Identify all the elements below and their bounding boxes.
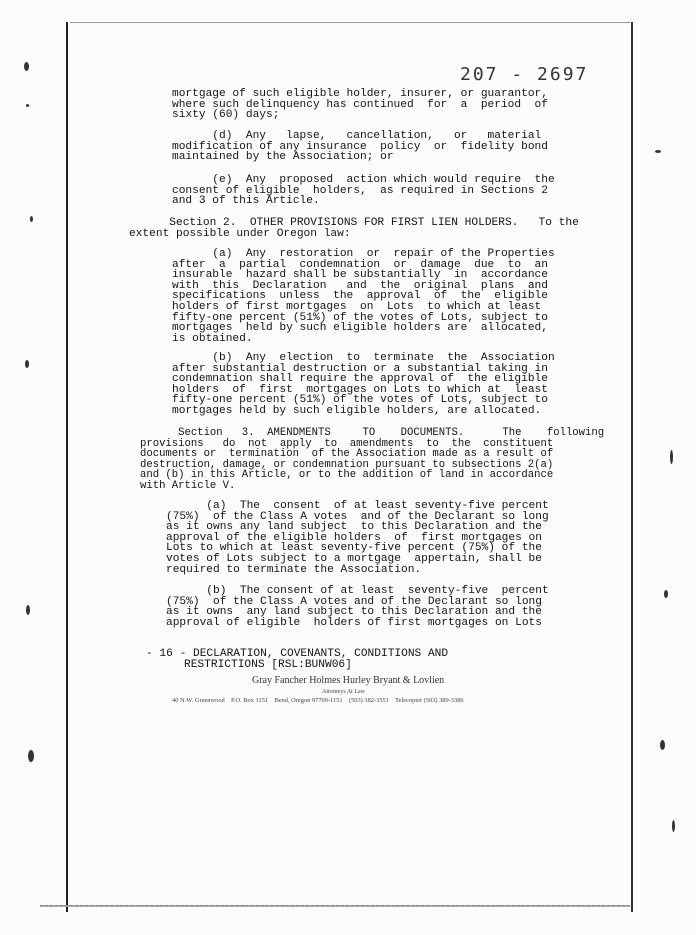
text-line: approval of the eligible holders of first mortgages on (166, 531, 542, 544)
scan-mark (25, 360, 29, 368)
scan-mark (28, 750, 34, 762)
text-line: with this Declaration and the original plans and (172, 279, 548, 292)
scan-bottom-edge (40, 905, 630, 907)
scan-mark (655, 150, 661, 153)
item-3b-paragraph (166, 586, 549, 628)
text-line: sixty (60) days; (172, 109, 280, 122)
text-line: consent of eligible holders, as required in Sections 2 (172, 184, 548, 197)
text-line: as it owns any land subject to this Declaration and the (166, 521, 542, 534)
text-line: is obtained. (172, 332, 253, 345)
text-line: (75%) of the Class A votes and of the Declarant so long (166, 595, 542, 608)
text-line: destruction, damage, or condemnation pursuant to subsections 2(a) (140, 458, 554, 471)
text-line: provisions do not apply to amendments to the constituent (140, 437, 554, 450)
recording-stamp: 207 - 2697 (460, 64, 589, 85)
text-line: (a) The consent of at least seventy-five percent (166, 500, 549, 512)
law-firm-attorneys: Attorneys At Law (322, 689, 365, 695)
scan-mark (30, 216, 33, 222)
scan-mark (24, 62, 29, 71)
scan-top-edge (70, 22, 630, 23)
text-line: with Article V. (140, 479, 236, 492)
text-line: required to terminate the Association. (166, 563, 422, 576)
text-line: (a) Any restoration or repair of the Properties (172, 248, 555, 260)
text-line: (d) Any lapse, cancellation, or material (172, 130, 542, 142)
text-line: mortgages held by such eligible holders, are allocated. (172, 404, 542, 417)
scan-mark (672, 820, 675, 832)
text-line: fifty-one percent (51%) of the votes of Lots, subject to (172, 311, 548, 324)
text-line: modification of any insurance policy or fidelity bond (172, 140, 548, 153)
scan-mark (660, 740, 665, 750)
text-line: Lots to which at least seventy-five percent (75%) of the (166, 542, 542, 555)
text-line: Section 2. OTHER PROVISIONS FOR FIRST LIEN HOLDERS. To the (129, 217, 579, 229)
scan-mark (26, 605, 30, 615)
text-line: mortgages held by such eligible holders are allocated, (172, 322, 548, 335)
scan-mark (670, 450, 673, 464)
text-line: votes of Lots subject to a mortgage appertain, shall be (166, 552, 542, 565)
text-line: condemnation shall require the approval of the eligible (172, 373, 548, 386)
text-line: Section 3. AMENDMENTS TO DOCUMENTS. The following (140, 427, 605, 439)
item-2a-paragraph (172, 249, 555, 344)
page-footer-subtitle: RESTRICTIONS [RSL:BUNW06] (184, 659, 352, 671)
text-line: and 3 of this Article. (172, 195, 320, 208)
text-line: after substantial destruction or a substantial taking in (172, 362, 548, 375)
scan-mark (26, 104, 29, 107)
law-firm-address: 40 N.W. Greenwood P.O. Box 1151 Bend, Oregon 97709-1151 (503) 382-3551 Telecopier (503) 389-3386 (172, 697, 464, 704)
section-3-paragraph (140, 428, 604, 492)
page-footer-title: - 16 - DECLARATION, COVENANTS, CONDITIONS AND (146, 648, 449, 660)
text-line: mortgage of such eligible holder, insurer, or guarantor, (172, 88, 548, 100)
text-line: holders of first mortgages on Lots to which at least (172, 383, 548, 396)
item-e-paragraph (172, 175, 555, 207)
section-2-heading (129, 218, 579, 239)
text-line: (b) The consent of at least seventy-five percent (166, 585, 549, 597)
text-line: and (b) in this Article, or to the addition of land in accordance (140, 469, 554, 482)
scan-mark (664, 590, 668, 598)
text-line: as it owns any land subject to this Declaration and the (166, 606, 542, 619)
scan-right-edge (631, 22, 633, 912)
text-line: holders of first mortgages on Lots to which at least (172, 300, 542, 313)
item-d-paragraph (172, 131, 548, 163)
text-line: (75%) of the Class A votes and of the Declarant so long (166, 510, 549, 523)
text-line: (e) Any proposed action which would require the (172, 174, 555, 186)
text-line: fifty-one percent (51%) of the votes of Lots, subject to (172, 394, 548, 407)
item-3a-paragraph (166, 501, 549, 575)
item-2b-paragraph (172, 353, 555, 417)
text-line: maintained by the Association; or (172, 151, 394, 164)
text-line: insurable hazard shall be substantially in accordance (172, 269, 548, 282)
text-line: where such delinquency has continued for a period of (172, 98, 548, 111)
law-firm-name: Gray Fancher Holmes Hurley Bryant & Lovlien (252, 675, 445, 686)
text-line: (b) Any election to terminate the Association (172, 352, 555, 364)
text-line: documents or termination of the Association made as a result of (140, 448, 554, 461)
scan-left-edge (66, 22, 68, 912)
text-line: after a partial condemnation or damage due to an (172, 258, 548, 271)
continuation-paragraph (172, 89, 548, 121)
text-line: approval of eligible holders of first mortgages on Lots (166, 616, 542, 629)
text-line: extent possible under Oregon law: (129, 227, 351, 240)
text-line: specifications unless the approval of the eligible (172, 290, 548, 303)
